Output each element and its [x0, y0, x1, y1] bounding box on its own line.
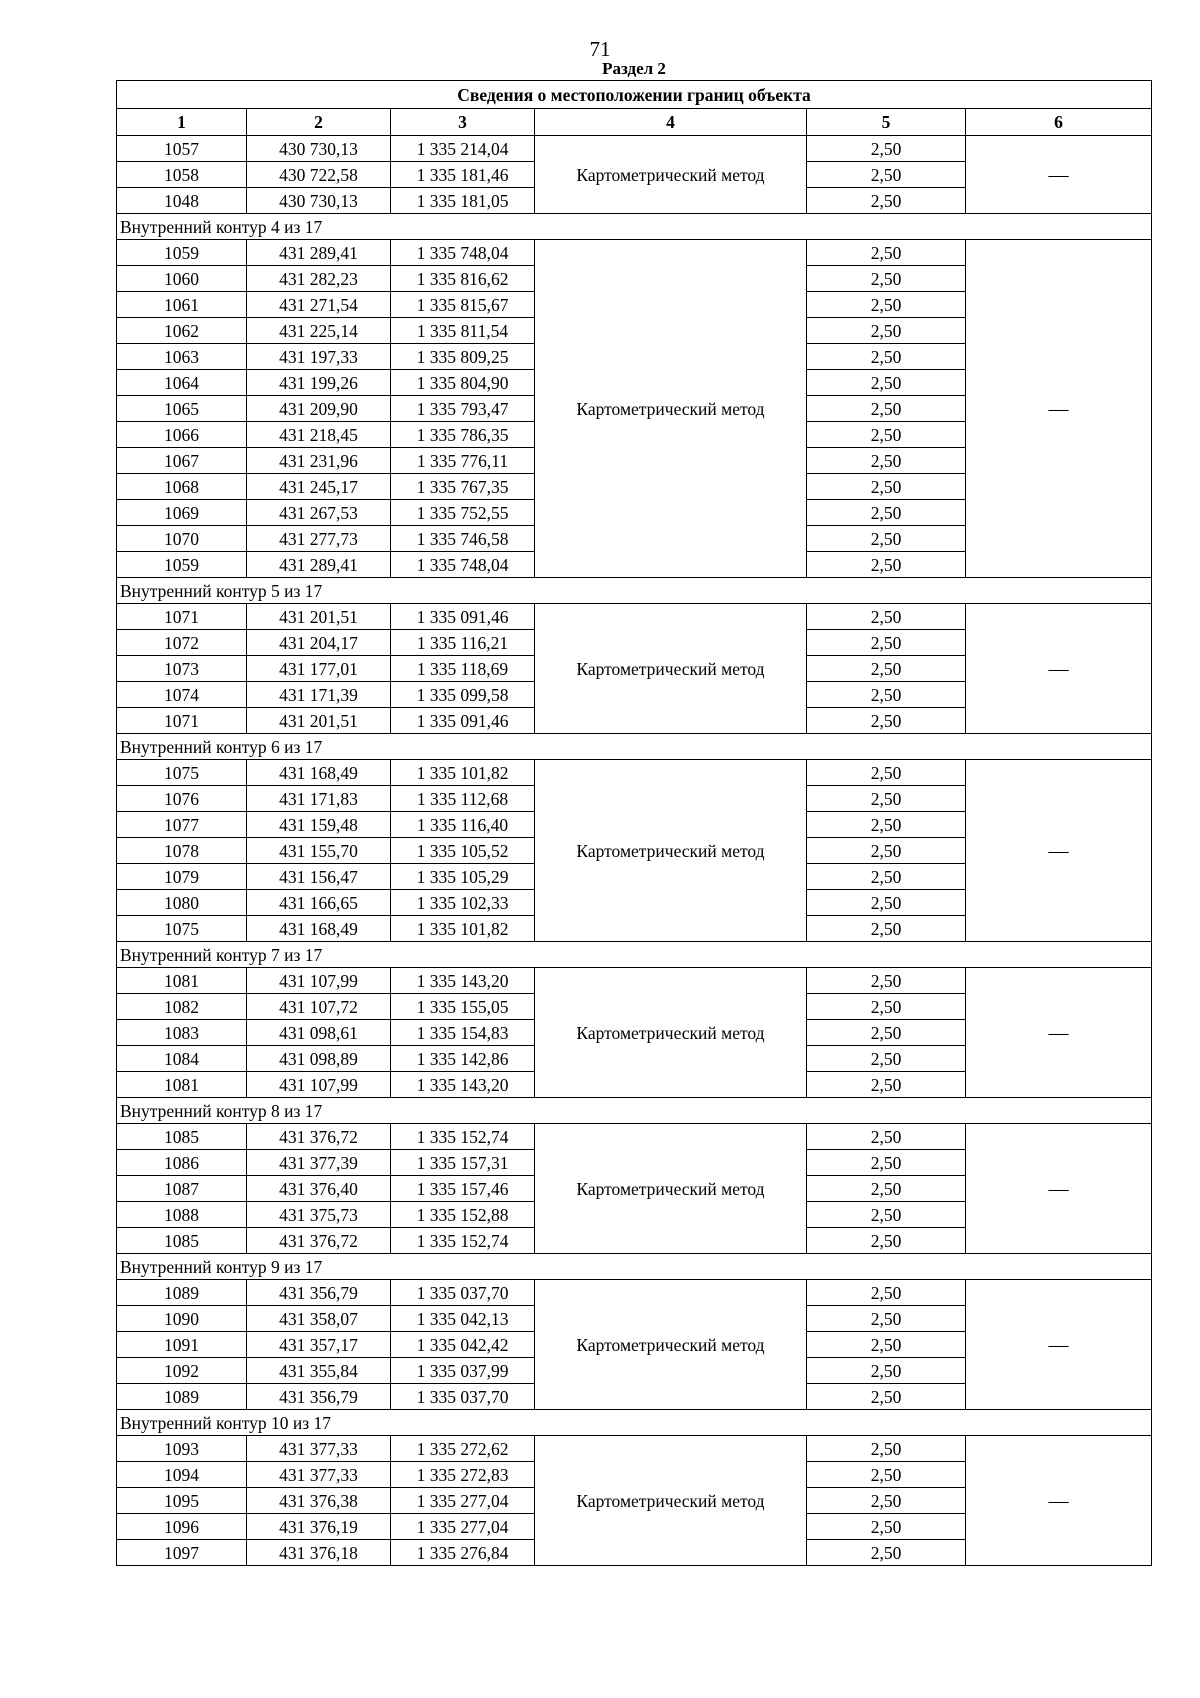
accuracy-cell: 2,50 — [807, 708, 966, 734]
point-number-cell: 1048 — [117, 188, 247, 214]
point-number-cell: 1077 — [117, 812, 247, 838]
coordinate-y-cell: 1 335 276,84 — [391, 1540, 535, 1566]
accuracy-cell: 2,50 — [807, 1228, 966, 1254]
coordinate-x-cell: 431 376,72 — [247, 1124, 391, 1150]
accuracy-cell: 2,50 — [807, 604, 966, 630]
accuracy-cell: 2,50 — [807, 500, 966, 526]
contour-label-row — [117, 1254, 1152, 1280]
point-number-cell: 1097 — [117, 1540, 247, 1566]
coordinate-y-cell: 1 335 811,54 — [391, 318, 535, 344]
method-cell: Картометрический метод — [535, 1280, 807, 1410]
point-number-cell: 1090 — [117, 1306, 247, 1332]
contour-label: Внутренний контур 5 из 17 — [117, 578, 1152, 604]
contour-label-row — [117, 942, 1152, 968]
accuracy-cell: 2,50 — [807, 1306, 966, 1332]
coordinate-x-cell: 431 159,48 — [247, 812, 391, 838]
point-number-cell: 1096 — [117, 1514, 247, 1540]
accuracy-cell: 2,50 — [807, 838, 966, 864]
accuracy-cell: 2,50 — [807, 1488, 966, 1514]
coordinate-y-cell: 1 335 157,31 — [391, 1150, 535, 1176]
point-number-cell: 1085 — [117, 1228, 247, 1254]
accuracy-cell: 2,50 — [807, 136, 966, 162]
point-number-cell: 1095 — [117, 1488, 247, 1514]
point-number-cell: 1075 — [117, 760, 247, 786]
contour-label: Внутренний контур 7 из 17 — [117, 942, 1152, 968]
accuracy-cell: 2,50 — [807, 1332, 966, 1358]
table-title-row — [117, 81, 1152, 109]
accuracy-cell: 2,50 — [807, 422, 966, 448]
point-number-cell: 1069 — [117, 500, 247, 526]
coordinate-x-cell: 431 168,49 — [247, 760, 391, 786]
point-number-cell: 1084 — [117, 1046, 247, 1072]
point-number-cell: 1089 — [117, 1384, 247, 1410]
accuracy-cell: 2,50 — [807, 812, 966, 838]
coordinate-x-cell: 431 377,33 — [247, 1436, 391, 1462]
section-title: Раздел 2 — [602, 59, 666, 78]
accuracy-cell: 2,50 — [807, 292, 966, 318]
accuracy-cell: 2,50 — [807, 396, 966, 422]
accuracy-cell: 2,50 — [807, 552, 966, 578]
accuracy-cell: 2,50 — [807, 1046, 966, 1072]
point-number-cell: 1092 — [117, 1358, 247, 1384]
coordinate-x-cell: 431 376,19 — [247, 1514, 391, 1540]
point-number-cell: 1075 — [117, 916, 247, 942]
column-header: 3 — [391, 109, 535, 136]
accuracy-cell: 2,50 — [807, 1124, 966, 1150]
coordinate-y-cell: 1 335 277,04 — [391, 1488, 535, 1514]
coordinate-x-cell: 431 355,84 — [247, 1358, 391, 1384]
coordinate-y-cell: 1 335 181,46 — [391, 162, 535, 188]
contour-label: Внутренний контур 4 из 17 — [117, 214, 1152, 240]
coordinate-y-cell: 1 335 099,58 — [391, 682, 535, 708]
accuracy-cell: 2,50 — [807, 1384, 966, 1410]
point-number-cell: 1070 — [117, 526, 247, 552]
coordinate-x-cell: 431 171,83 — [247, 786, 391, 812]
accuracy-cell: 2,50 — [807, 1202, 966, 1228]
coordinate-x-cell: 431 225,14 — [247, 318, 391, 344]
coordinate-x-cell: 431 155,70 — [247, 838, 391, 864]
table-header-row — [117, 109, 1152, 136]
accuracy-cell: 2,50 — [807, 1280, 966, 1306]
point-number-cell: 1071 — [117, 708, 247, 734]
accuracy-cell: 2,50 — [807, 890, 966, 916]
accuracy-cell: 2,50 — [807, 1540, 966, 1566]
coordinate-y-cell: 1 335 152,74 — [391, 1124, 535, 1150]
coordinate-x-cell: 430 722,58 — [247, 162, 391, 188]
point-number-cell: 1074 — [117, 682, 247, 708]
table-row — [117, 1280, 1152, 1306]
table-row — [117, 760, 1152, 786]
point-number-cell: 1078 — [117, 838, 247, 864]
coordinate-y-cell: 1 335 752,55 — [391, 500, 535, 526]
table-row — [117, 136, 1152, 162]
accuracy-cell: 2,50 — [807, 1436, 966, 1462]
column-header: 6 — [966, 109, 1152, 136]
table-row — [117, 1124, 1152, 1150]
point-number-cell: 1083 — [117, 1020, 247, 1046]
coordinate-x-cell: 431 356,79 — [247, 1384, 391, 1410]
coordinate-y-cell: 1 335 112,68 — [391, 786, 535, 812]
coordinate-y-cell: 1 335 118,69 — [391, 656, 535, 682]
contour-label-row — [117, 734, 1152, 760]
coordinate-y-cell: 1 335 272,62 — [391, 1436, 535, 1462]
point-number-cell: 1067 — [117, 448, 247, 474]
table-row — [117, 604, 1152, 630]
contour-label: Внутренний контур 9 из 17 — [117, 1254, 1152, 1280]
coordinate-x-cell: 431 356,79 — [247, 1280, 391, 1306]
coordinate-y-cell: 1 335 152,88 — [391, 1202, 535, 1228]
coordinate-x-cell: 431 201,51 — [247, 708, 391, 734]
accuracy-cell: 2,50 — [807, 760, 966, 786]
coordinate-x-cell: 431 358,07 — [247, 1306, 391, 1332]
coordinate-x-cell: 431 376,18 — [247, 1540, 391, 1566]
coordinate-y-cell: 1 335 143,20 — [391, 1072, 535, 1098]
coordinate-y-cell: 1 335 767,35 — [391, 474, 535, 500]
column-6-cell: — — [966, 240, 1152, 578]
column-header: 1 — [117, 109, 247, 136]
accuracy-cell: 2,50 — [807, 1150, 966, 1176]
coordinate-y-cell: 1 335 748,04 — [391, 240, 535, 266]
contour-label: Внутренний контур 8 из 17 — [117, 1098, 1152, 1124]
point-number-cell: 1088 — [117, 1202, 247, 1228]
coordinate-x-cell: 431 177,01 — [247, 656, 391, 682]
point-number-cell: 1071 — [117, 604, 247, 630]
coordinate-x-cell: 431 168,49 — [247, 916, 391, 942]
point-number-cell: 1063 — [117, 344, 247, 370]
coordinate-y-cell: 1 335 116,40 — [391, 812, 535, 838]
coordinate-x-cell: 431 277,73 — [247, 526, 391, 552]
accuracy-cell: 2,50 — [807, 318, 966, 344]
point-number-cell: 1076 — [117, 786, 247, 812]
point-number-cell: 1085 — [117, 1124, 247, 1150]
coordinate-y-cell: 1 335 105,29 — [391, 864, 535, 890]
point-number-cell: 1059 — [117, 552, 247, 578]
coordinate-y-cell: 1 335 154,83 — [391, 1020, 535, 1046]
accuracy-cell: 2,50 — [807, 344, 966, 370]
coordinate-x-cell: 431 218,45 — [247, 422, 391, 448]
coordinate-y-cell: 1 335 272,83 — [391, 1462, 535, 1488]
accuracy-cell: 2,50 — [807, 266, 966, 292]
column-6-cell: — — [966, 1280, 1152, 1410]
point-number-cell: 1059 — [117, 240, 247, 266]
accuracy-cell: 2,50 — [807, 1358, 966, 1384]
accuracy-cell: 2,50 — [807, 1072, 966, 1098]
point-number-cell: 1057 — [117, 136, 247, 162]
coordinate-x-cell: 431 156,47 — [247, 864, 391, 890]
point-number-cell: 1065 — [117, 396, 247, 422]
accuracy-cell: 2,50 — [807, 916, 966, 942]
coordinate-y-cell: 1 335 042,42 — [391, 1332, 535, 1358]
point-number-cell: 1079 — [117, 864, 247, 890]
coordinate-y-cell: 1 335 181,05 — [391, 188, 535, 214]
point-number-cell: 1086 — [117, 1150, 247, 1176]
coordinate-y-cell: 1 335 091,46 — [391, 604, 535, 630]
coordinate-y-cell: 1 335 037,70 — [391, 1384, 535, 1410]
coordinate-y-cell: 1 335 815,67 — [391, 292, 535, 318]
coordinate-x-cell: 431 377,39 — [247, 1150, 391, 1176]
coordinate-y-cell: 1 335 816,62 — [391, 266, 535, 292]
accuracy-cell: 2,50 — [807, 994, 966, 1020]
coordinate-x-cell: 431 098,61 — [247, 1020, 391, 1046]
coordinate-y-cell: 1 335 102,33 — [391, 890, 535, 916]
coordinate-y-cell: 1 335 786,35 — [391, 422, 535, 448]
column-6-cell: — — [966, 968, 1152, 1098]
table-row — [117, 240, 1152, 266]
coordinate-x-cell: 431 376,40 — [247, 1176, 391, 1202]
point-number-cell: 1081 — [117, 968, 247, 994]
method-cell: Картометрический метод — [535, 1124, 807, 1254]
column-header: 2 — [247, 109, 391, 136]
contour-label: Внутренний контур 6 из 17 — [117, 734, 1152, 760]
point-number-cell: 1081 — [117, 1072, 247, 1098]
method-cell: Картометрический метод — [535, 604, 807, 734]
point-number-cell: 1064 — [117, 370, 247, 396]
coordinate-x-cell: 431 289,41 — [247, 552, 391, 578]
coordinate-x-cell: 431 171,39 — [247, 682, 391, 708]
coordinate-y-cell: 1 335 116,21 — [391, 630, 535, 656]
accuracy-cell: 2,50 — [807, 474, 966, 500]
table-title: Сведения о местоположении границ объекта — [117, 81, 1152, 109]
coordinate-y-cell: 1 335 748,04 — [391, 552, 535, 578]
point-number-cell: 1094 — [117, 1462, 247, 1488]
method-cell: Картометрический метод — [535, 136, 807, 214]
point-number-cell: 1091 — [117, 1332, 247, 1358]
accuracy-cell: 2,50 — [807, 162, 966, 188]
coordinate-x-cell: 431 267,53 — [247, 500, 391, 526]
coordinate-x-cell: 431 231,96 — [247, 448, 391, 474]
coordinate-x-cell: 431 166,65 — [247, 890, 391, 916]
coordinate-x-cell: 431 107,99 — [247, 1072, 391, 1098]
accuracy-cell: 2,50 — [807, 1020, 966, 1046]
table-row — [117, 968, 1152, 994]
column-6-cell: — — [966, 760, 1152, 942]
point-number-cell: 1062 — [117, 318, 247, 344]
accuracy-cell: 2,50 — [807, 240, 966, 266]
boundary-table — [116, 80, 1152, 1566]
column-6-cell: — — [966, 136, 1152, 214]
point-number-cell: 1080 — [117, 890, 247, 916]
point-number-cell: 1073 — [117, 656, 247, 682]
coordinate-y-cell: 1 335 214,04 — [391, 136, 535, 162]
coordinate-y-cell: 1 335 277,04 — [391, 1514, 535, 1540]
coordinate-x-cell: 431 197,33 — [247, 344, 391, 370]
coordinate-x-cell: 431 271,54 — [247, 292, 391, 318]
coordinate-x-cell: 430 730,13 — [247, 188, 391, 214]
coordinate-x-cell: 431 377,33 — [247, 1462, 391, 1488]
coordinate-x-cell: 431 098,89 — [247, 1046, 391, 1072]
accuracy-cell: 2,50 — [807, 448, 966, 474]
accuracy-cell: 2,50 — [807, 188, 966, 214]
coordinate-x-cell: 431 209,90 — [247, 396, 391, 422]
coordinate-x-cell: 430 730,13 — [247, 136, 391, 162]
coordinate-y-cell: 1 335 042,13 — [391, 1306, 535, 1332]
method-cell: Картометрический метод — [535, 240, 807, 578]
contour-label-row — [117, 1098, 1152, 1124]
accuracy-cell: 2,50 — [807, 786, 966, 812]
accuracy-cell: 2,50 — [807, 864, 966, 890]
coordinate-x-cell: 431 376,38 — [247, 1488, 391, 1514]
coordinate-y-cell: 1 335 105,52 — [391, 838, 535, 864]
coordinate-y-cell: 1 335 101,82 — [391, 760, 535, 786]
coordinate-x-cell: 431 376,72 — [247, 1228, 391, 1254]
point-number-cell: 1082 — [117, 994, 247, 1020]
coordinate-y-cell: 1 335 155,05 — [391, 994, 535, 1020]
accuracy-cell: 2,50 — [807, 968, 966, 994]
coordinate-y-cell: 1 335 091,46 — [391, 708, 535, 734]
coordinate-y-cell: 1 335 157,46 — [391, 1176, 535, 1202]
point-number-cell: 1066 — [117, 422, 247, 448]
column-header: 5 — [807, 109, 966, 136]
point-number-cell: 1087 — [117, 1176, 247, 1202]
accuracy-cell: 2,50 — [807, 630, 966, 656]
coordinate-x-cell: 431 107,72 — [247, 994, 391, 1020]
coordinate-x-cell: 431 204,17 — [247, 630, 391, 656]
coordinate-y-cell: 1 335 143,20 — [391, 968, 535, 994]
coordinate-y-cell: 1 335 152,74 — [391, 1228, 535, 1254]
accuracy-cell: 2,50 — [807, 682, 966, 708]
coordinate-y-cell: 1 335 142,86 — [391, 1046, 535, 1072]
point-number-cell: 1072 — [117, 630, 247, 656]
point-number-cell: 1068 — [117, 474, 247, 500]
coordinate-y-cell: 1 335 804,90 — [391, 370, 535, 396]
column-6-cell: — — [966, 604, 1152, 734]
point-number-cell: 1061 — [117, 292, 247, 318]
method-cell: Картометрический метод — [535, 968, 807, 1098]
method-cell: Картометрический метод — [535, 760, 807, 942]
coordinate-y-cell: 1 335 809,25 — [391, 344, 535, 370]
coordinate-x-cell: 431 375,73 — [247, 1202, 391, 1228]
contour-label-row — [117, 214, 1152, 240]
coordinate-y-cell: 1 335 746,58 — [391, 526, 535, 552]
coordinate-y-cell: 1 335 776,11 — [391, 448, 535, 474]
coordinate-x-cell: 431 199,26 — [247, 370, 391, 396]
coordinate-x-cell: 431 357,17 — [247, 1332, 391, 1358]
contour-label-row — [117, 1410, 1152, 1436]
point-number-cell: 1089 — [117, 1280, 247, 1306]
coordinate-y-cell: 1 335 101,82 — [391, 916, 535, 942]
coordinate-x-cell: 431 201,51 — [247, 604, 391, 630]
accuracy-cell: 2,50 — [807, 370, 966, 396]
accuracy-cell: 2,50 — [807, 526, 966, 552]
method-cell: Картометрический метод — [535, 1436, 807, 1566]
coordinate-y-cell: 1 335 037,99 — [391, 1358, 535, 1384]
point-number-cell: 1058 — [117, 162, 247, 188]
point-number-cell: 1060 — [117, 266, 247, 292]
column-6-cell: — — [966, 1436, 1152, 1566]
column-header: 4 — [535, 109, 807, 136]
point-number-cell: 1093 — [117, 1436, 247, 1462]
contour-label-row — [117, 578, 1152, 604]
page-number: 71 — [589, 37, 611, 61]
table-row — [117, 1436, 1152, 1462]
coordinate-y-cell: 1 335 037,70 — [391, 1280, 535, 1306]
contour-label: Внутренний контур 10 из 17 — [117, 1410, 1152, 1436]
accuracy-cell: 2,50 — [807, 656, 966, 682]
coordinate-y-cell: 1 335 793,47 — [391, 396, 535, 422]
accuracy-cell: 2,50 — [807, 1176, 966, 1202]
coordinate-x-cell: 431 107,99 — [247, 968, 391, 994]
accuracy-cell: 2,50 — [807, 1514, 966, 1540]
coordinate-x-cell: 431 245,17 — [247, 474, 391, 500]
accuracy-cell: 2,50 — [807, 1462, 966, 1488]
coordinate-x-cell: 431 282,23 — [247, 266, 391, 292]
coordinate-x-cell: 431 289,41 — [247, 240, 391, 266]
column-6-cell: — — [966, 1124, 1152, 1254]
